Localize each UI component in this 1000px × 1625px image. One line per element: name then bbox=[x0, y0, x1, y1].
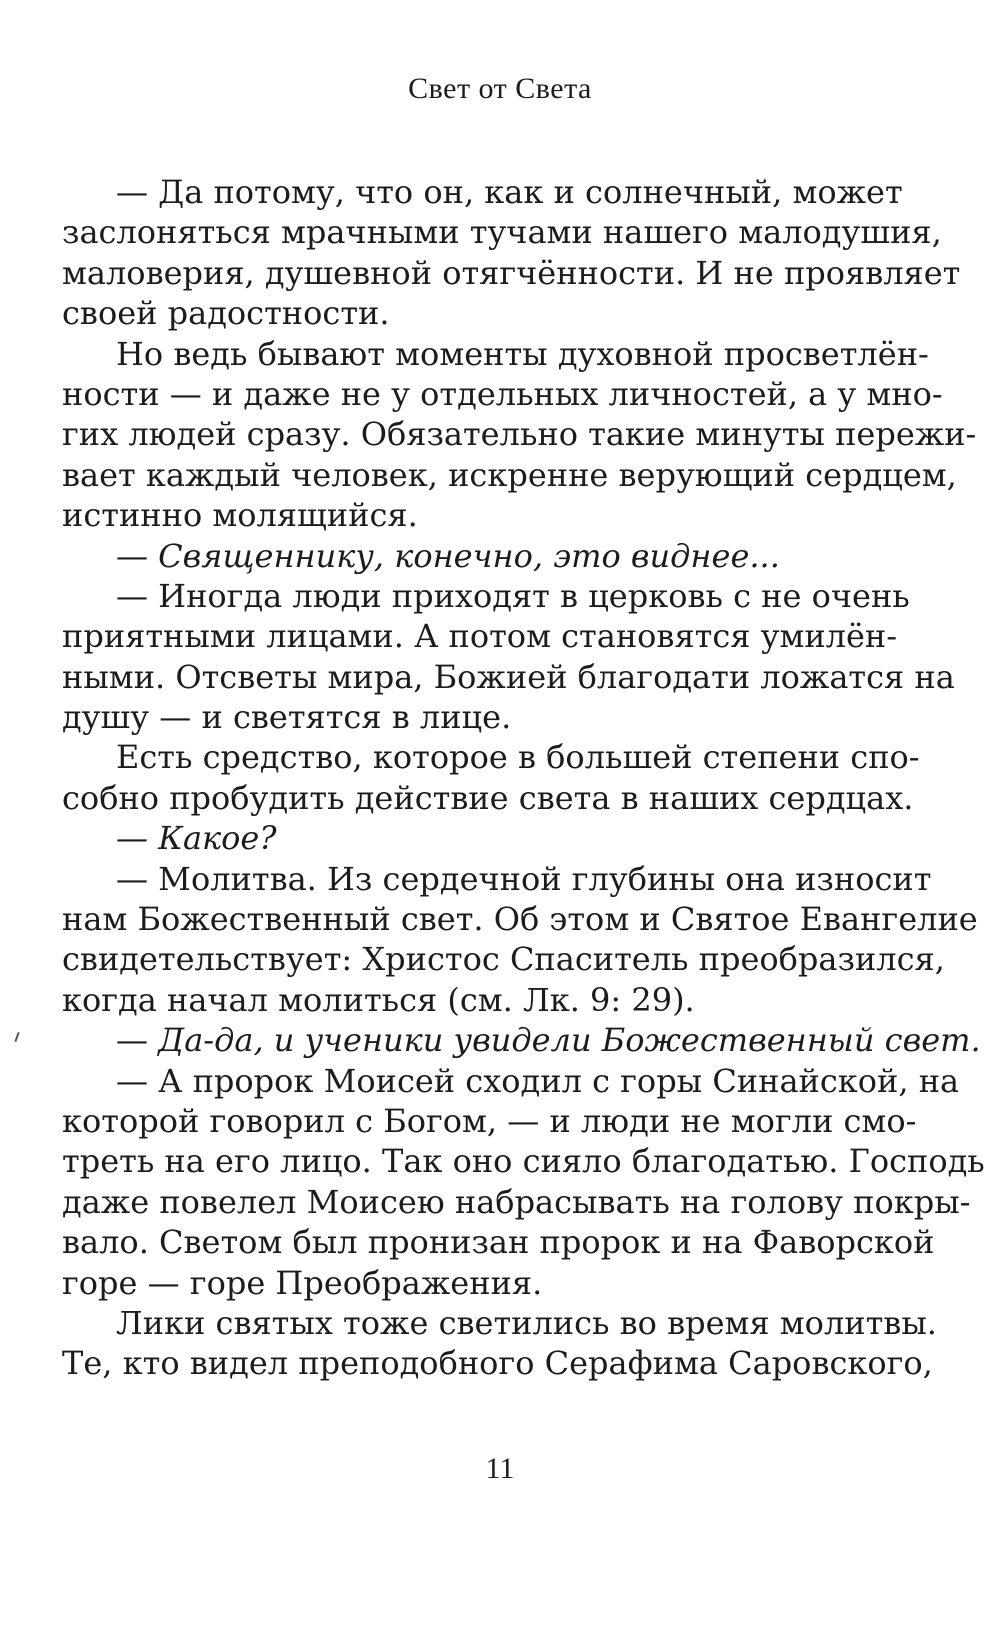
margin-mark bbox=[14, 1032, 19, 1042]
text-line: когда начал молиться (см. Лк. 9: 29). bbox=[62, 980, 695, 1019]
text-line: нам Божественный свет. Об этом и Святое Евангелие bbox=[62, 900, 978, 939]
text-line: вает каждый человек, искренне верующий сердцем, bbox=[62, 455, 957, 494]
text-line-italic: — Какое? bbox=[116, 819, 277, 858]
text-line: Те, кто видел преподобного Серафима Саровского, bbox=[62, 1344, 933, 1383]
body-text bbox=[62, 172, 985, 1384]
text-line: душу — и светятся в лице. bbox=[62, 698, 512, 737]
text-line: горе — горе Преображения. bbox=[62, 1263, 543, 1302]
text-line: собно пробудить действие света в наших сердцах. bbox=[62, 778, 914, 817]
text-line: заслоняться мрачными тучами нашего малодушия, bbox=[62, 213, 942, 252]
text-line: своей радостности. bbox=[62, 294, 390, 333]
text-line: свидетельствует: Христос Спаситель преобразился, bbox=[62, 940, 945, 979]
text-line: Но ведь бывают моменты духовной просветлён- bbox=[116, 334, 929, 373]
text-line: маловерия, душевной отягчённости. И не проявляет bbox=[62, 253, 961, 292]
text-line: гих людей сразу. Обязательно такие минуты пережи- bbox=[62, 415, 977, 454]
text-line: — Молитва. Из сердечной глубины она износит bbox=[116, 859, 932, 898]
text-line: приятными лицами. А потом становятся умилён- bbox=[62, 617, 898, 656]
text-line: Лики святых тоже светились во время молитвы. bbox=[116, 1303, 937, 1342]
text-line: треть на его лицо. Так оно сияло благодатью. Господь bbox=[62, 1142, 985, 1181]
text-line: ности — и даже не у отдельных личностей, а у мно- bbox=[62, 374, 943, 413]
page-number: 11 bbox=[485, 1452, 515, 1485]
text-line-italic: — Священнику, конечно, это виднее... bbox=[116, 536, 780, 575]
text-line: — А пророк Моисей сходил с горы Синайской, на bbox=[116, 1061, 960, 1100]
text-line: Есть средство, которое в большей степени спо- bbox=[116, 738, 920, 777]
text-line: — Иногда люди приходят в церковь с не очень bbox=[116, 576, 910, 615]
text-line: истинно молящийся. bbox=[62, 496, 418, 535]
text-line: вало. Светом был пронизан пророк и на Фаворской bbox=[62, 1223, 935, 1262]
running-header: Свет от Света bbox=[408, 72, 592, 105]
text-line: ными. Отсветы мира, Божией благодати ложатся на bbox=[62, 657, 955, 696]
text-line-italic: — Да-да, и ученики увидели Божественный свет. bbox=[116, 1021, 981, 1060]
text-line: даже повелел Моисею набрасывать на голову покры- bbox=[62, 1182, 971, 1221]
text-line: — Да потому, что он, как и солнечный, может bbox=[116, 173, 903, 211]
text-line: которой говорил с Богом, — и люди не могли смо- bbox=[62, 1101, 917, 1140]
